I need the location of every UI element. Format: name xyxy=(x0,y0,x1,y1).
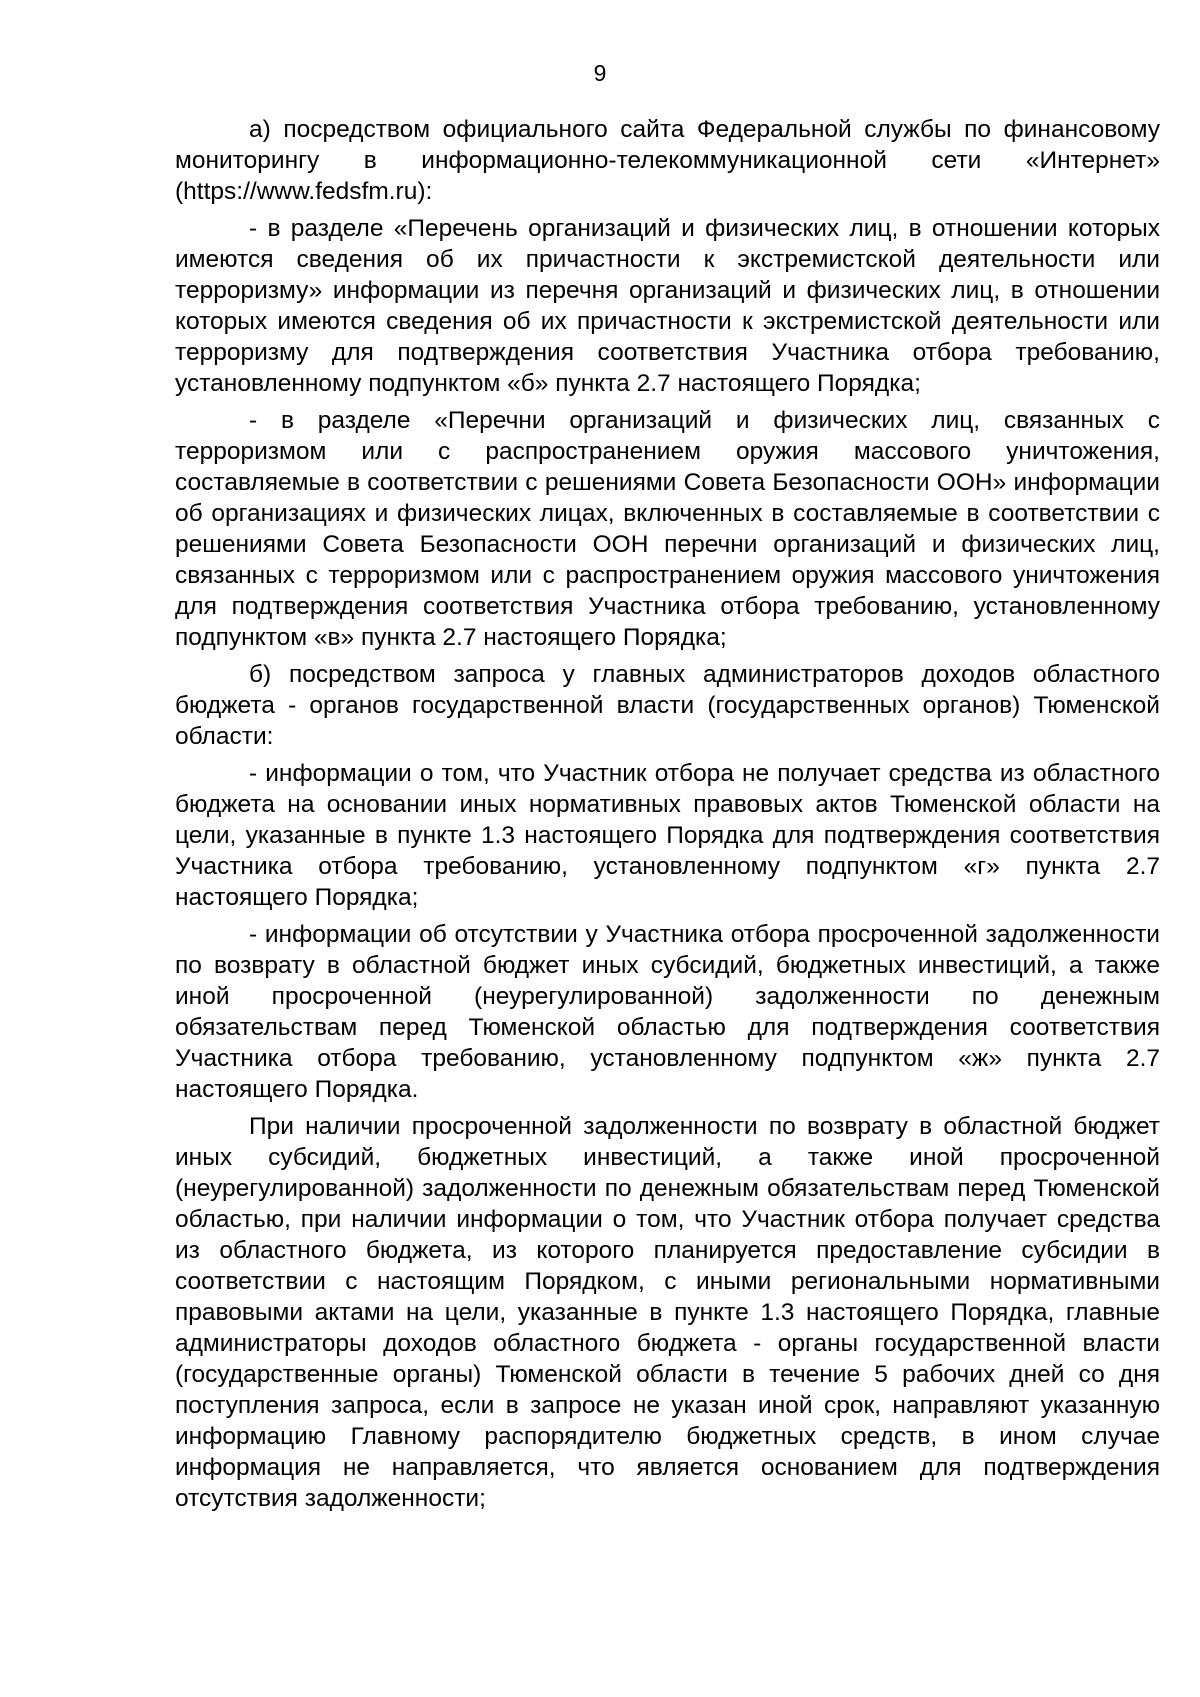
paragraph-no-overdue-debt: - информации об отсутствии у Участника отбора просроченной задолженности по возврату в областной бюджет иных субсидий, бюджетных инвестиций, а также иной просроченной (неурегулированной) задолженности по денежным обязательствам перед Тюменской областью для подтверждения соответствия Участника отбора требованию, установленному подпунктом «ж» пункта 2.7 настоящего Порядка. xyxy=(175,921,1160,1103)
paragraph-extremism-list: - в разделе «Перечень организаций и физических лиц, в отношении которых имеются сведения об их причастности к экстремистской деятельности или терроризму» информации из перечня организаций и физических лиц, в отношении которых имеются сведения об их причастности к экстремистской деятельности или терроризму для подтверждения соответствия Участника отбора требованию, установленному подпунктом «б» пункта 2.7 настоящего Порядка; xyxy=(175,215,1160,397)
paragraph-no-budget-funds: - информации о том, что Участник отбора не получает средства из областного бюджета на основании иных нормативных правовых актов Тюменской области на цели, указанные в пункте 1.3 настоящего Порядка для подтверждения соответствия Участника отбора требованию, установленному подпунктом «г» пункта 2.7 настоящего Порядка; xyxy=(175,760,1160,911)
document-body xyxy=(175,114,1160,1520)
paragraph-overdue-debt-procedure: При наличии просроченной задолженности по возврату в областной бюджет иных субсидий, бюджетных инвестиций, а также иной просроченной (неурегулированной) задолженности по денежным обязательствам перед Тюменской областью, при наличии информации о том, что Участник отбора получает средства из областного бюджета, из которого планируется предоставление субсидии в соответствии с настоящим Порядком, с иными региональными нормативными правовыми актами на цели, указанные в пункте 1.3 настоящего Порядка, главные администраторы доходов областного бюджета - органы государственной власти (государственные органы) Тюменской области в течение 5 рабочих дней со дня поступления запроса, если в запросе не указан иной срок, направляют указанную информацию Главному распорядителю бюджетных средств, в ином случае информация не направляется, что является основанием для подтверждения отсутствия задолженности; xyxy=(175,1113,1160,1512)
paragraph-b-request-administrators: б) посредством запроса у главных администраторов доходов областного бюджета - органов государственной власти (государственных органов) Тюменской области: xyxy=(175,661,1160,750)
paragraph-a-official-site: а) посредством официального сайта Федеральной службы по финансовому мониторингу в информационно-телекоммуникационной сети «Интернет» (https://www.fedsfm.ru): xyxy=(175,116,1160,205)
paragraph-un-security-council-lists: - в разделе «Перечни организаций и физических лиц, связанных с терроризмом или с распространением оружия массового уничтожения, составляемые в соответствии с решениями Совета Безопасности ООН» информации об организациях и физических лицах, включенных в составляемые в соответствии с решениями Совета Безопасности ООН перечни организаций и физических лиц, связанных с терроризмом или с распространением оружия массового уничтожения для подтверждения соответствия Участника отбора требованию, установленному подпунктом «в» пункта 2.7 настоящего Порядка; xyxy=(175,407,1160,651)
page-number: 9 xyxy=(593,60,607,86)
